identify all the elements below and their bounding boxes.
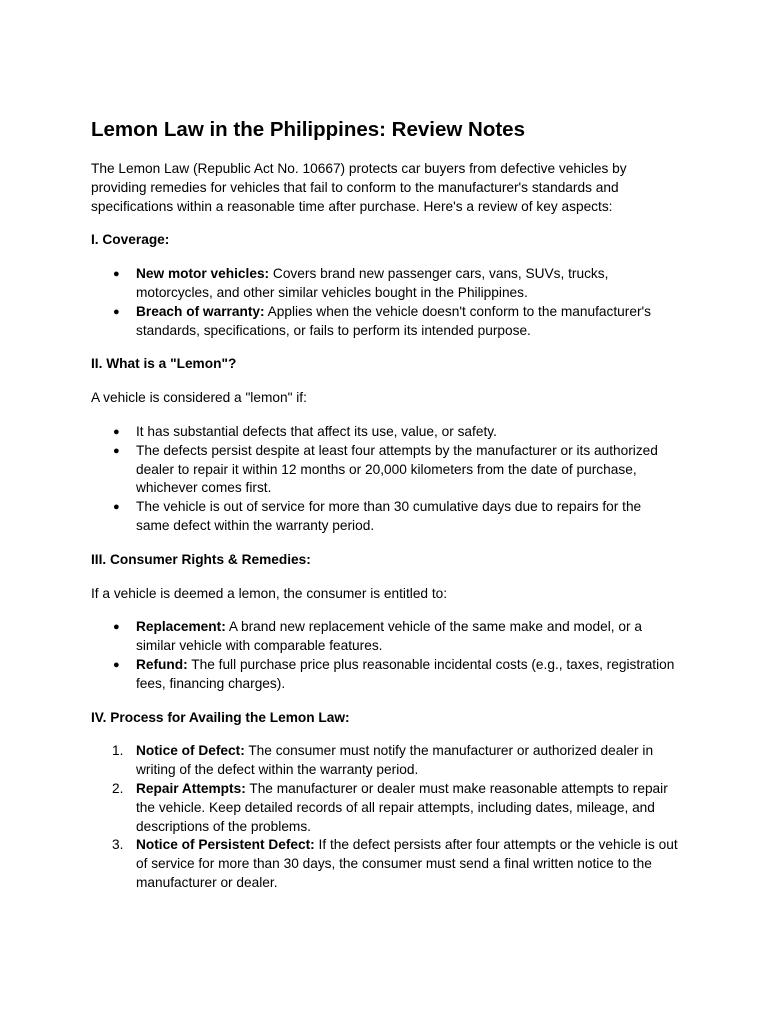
list-item: 1. Notice of Defect: The consumer must notify the manufacturer or authorized dealer in writing of the defect within the warranty period. xyxy=(112,743,654,778)
bullet-icon: ● xyxy=(113,501,120,514)
process-steps-list xyxy=(91,742,678,892)
list-item: ● New motor vehicles: Covers brand new passenger cars, vans, SUVs, trucks, motorcycles, and other similar vehicles bought in the Philippines. xyxy=(113,266,609,300)
list-item: 3. Notice of Persistent Defect: If the defect persists after four attempts or the vehicle is out of service for more than 30 days, the consumer must send a final written notice to the manufacturer or dealer. xyxy=(112,837,678,890)
list-item: ● The vehicle is out of service for more than 30 cumulative days due to repairs for the same defect within the warranty period. xyxy=(113,499,642,533)
bullet-icon: ● xyxy=(113,621,120,634)
intro-paragraph: The Lemon Law (Republic Act No. 10667) protects car buyers from defective vehicles by providing remedies for vehicles that fail to conform to the manufacturer's standards and specifications within a reasonable time after purchase. Here's a review of key aspects: xyxy=(91,161,627,214)
list-item: ● Breach of warranty: Applies when the vehicle doesn't conform to the manufacturer's standards, specifications, or fails to perform its intended purpose. xyxy=(113,303,651,338)
section-heading-process: IV. Process for Availing the Lemon Law: xyxy=(91,709,350,725)
lemon-lead: A vehicle is considered a "lemon" if: xyxy=(91,390,307,406)
remedies-list xyxy=(91,618,678,693)
bullet-icon: ● xyxy=(113,425,120,438)
list-item: ● Replacement: A brand new replacement vehicle of the same make and model, or a similar vehicle with comparable features. xyxy=(113,619,642,654)
rights-lead: If a vehicle is deemed a lemon, the consumer is entitled to: xyxy=(91,585,448,601)
list-item: ● The defects persist despite at least four attempts by the manufacturer or its authorized dealer to repair it within 12 months or 20,000 kilometers from the date of purchase, whichever comes first. xyxy=(113,442,658,496)
bullet-icon: ● xyxy=(113,305,120,318)
page-title: Lemon Law in the Philippines: Review Notes xyxy=(91,118,525,141)
section-heading-coverage: I. Coverage: xyxy=(91,232,170,248)
lemon-criteria-list xyxy=(91,423,678,536)
bullet-icon: ● xyxy=(113,268,120,281)
section-heading-rights: III. Consumer Rights & Remedies: xyxy=(91,551,311,567)
bullet-icon: ● xyxy=(113,444,120,457)
list-item: ● Refund: The full purchase price plus reasonable incidental costs (e.g., taxes, registration fees, financing charges). xyxy=(113,656,675,691)
step-number: 1. xyxy=(112,743,124,759)
bullet-icon: ● xyxy=(113,658,120,671)
step-number: 2. xyxy=(112,780,124,796)
section-heading-lemon: II. What is a "Lemon"? xyxy=(91,356,237,372)
list-item: 2. Repair Attempts: The manufacturer or dealer must make reasonable attempts to repair the vehicle. Keep detailed records of all repair attempts, including dates, mileage, and descriptions of the problems. xyxy=(112,780,668,834)
step-number: 3. xyxy=(112,837,124,853)
list-item: ● It has substantial defects that affect its use, value, or safety. xyxy=(91,423,678,442)
coverage-list xyxy=(91,265,678,340)
